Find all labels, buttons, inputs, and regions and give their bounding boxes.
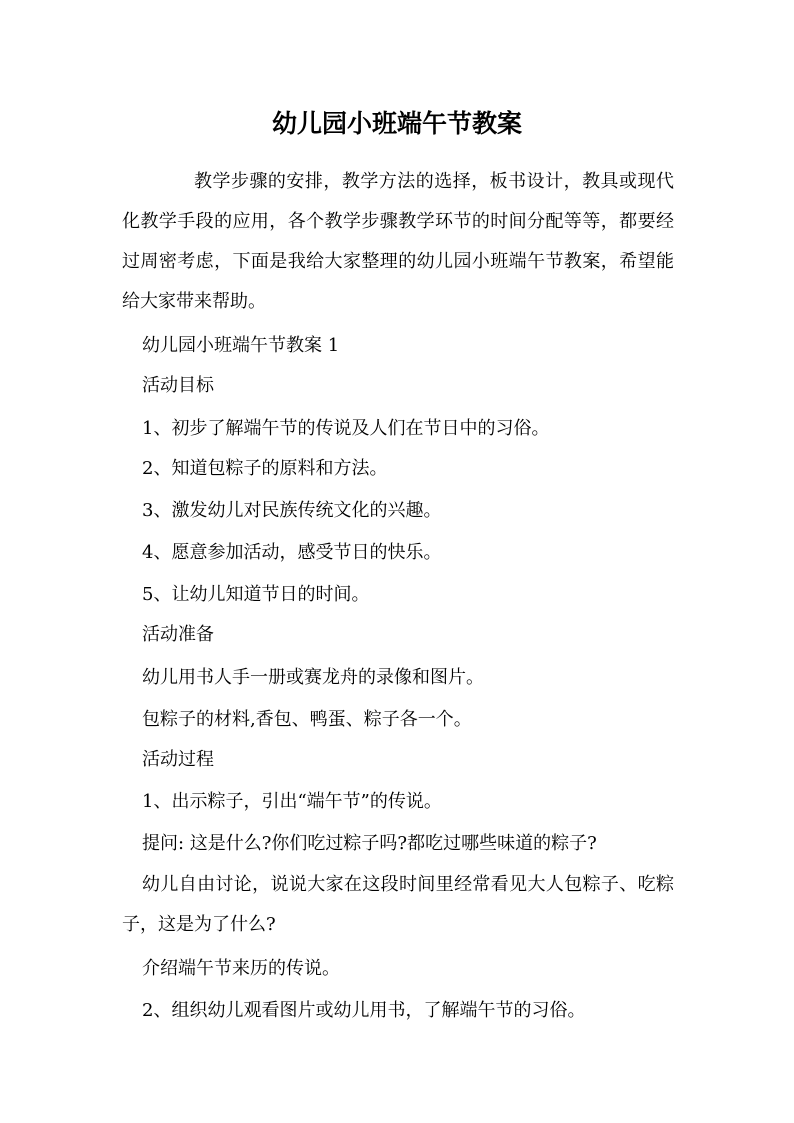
goal-item: 4、愿意参加活动，感受节日的快乐。 [142, 542, 442, 563]
process-item: 介绍端午节来历的传说。 [142, 958, 340, 979]
preparation-item: 包粽子的材料,香包、鸭蛋、粽子各一个。 [142, 709, 472, 730]
process-item: 1、出示粽子，引出“端午节”的传说。 [142, 791, 442, 812]
section-heading-goals: 活动目标 [142, 375, 214, 396]
intro-paragraph: 教学步骤的安排，教学方法的选择，板书设计，教具或现代化教学手段的应用，各个教学步骤教学环节的时间分配等等，都要经过周密考虑，下面是我给大家整理的幼儿园小班端午节教案，希望能给大家带来帮助。 [122, 171, 674, 312]
preparation-item: 幼儿用书人手一册或赛龙舟的录像和图片。 [142, 667, 484, 688]
section-heading-process: 活动过程 [142, 749, 214, 770]
goal-item: 2、知道包粽子的原料和方法。 [142, 458, 388, 479]
question-line: 提问: 这是什么?你们吃过粽子吗?都吃过哪些味道的粽子? [142, 833, 597, 854]
section-heading-preparation: 活动准备 [142, 624, 214, 645]
process-item: 2、组织幼儿观看图片或幼儿用书，了解端午节的习俗。 [142, 1000, 586, 1021]
goal-item: 3、激发幼儿对民族传统文化的兴趣。 [142, 500, 442, 521]
lesson-heading: 幼儿园小班端午节教案 1 [142, 335, 340, 356]
document-title: 幼儿园小班端午节教案 [271, 109, 522, 138]
discussion-paragraph: 幼儿自由讨论，说说大家在这段时间里经常看见大人包粽子、吃粽子，这是为了什么? [122, 874, 674, 935]
goal-item: 5、让幼儿知道节日的时间。 [142, 584, 370, 605]
goal-item: 1、初步了解端午节的传说及人们在节日中的习俗。 [142, 418, 550, 439]
